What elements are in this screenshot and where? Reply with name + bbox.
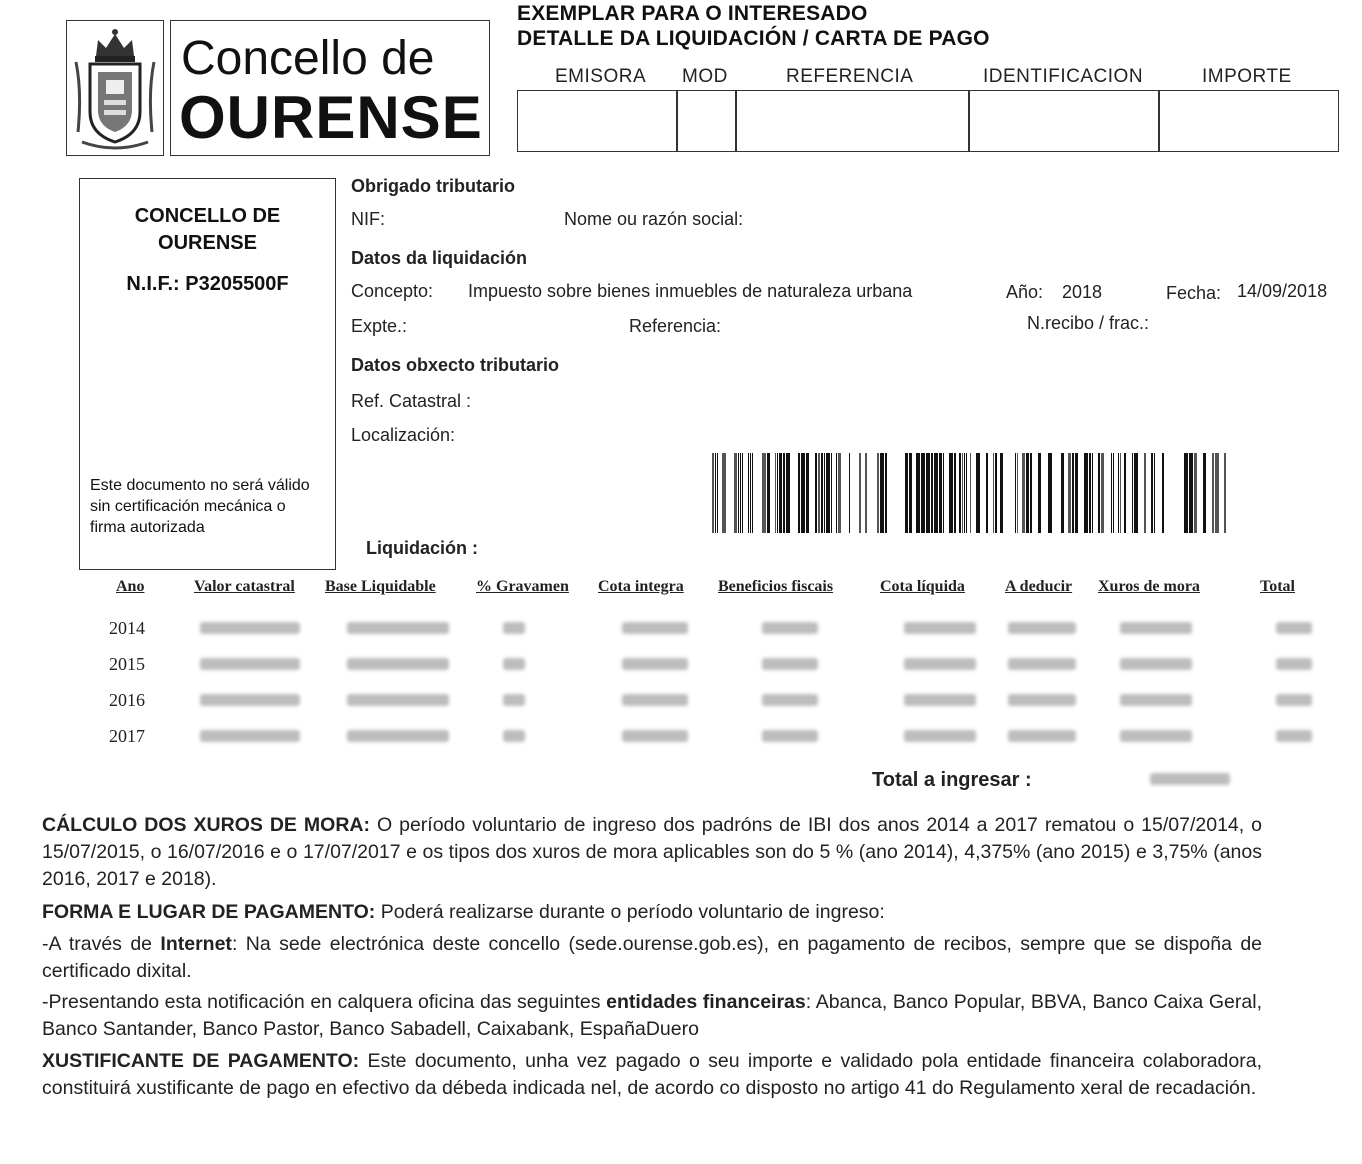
validity-note: Este documento no será válido sin certificación mecánica o firma autorizada	[90, 477, 310, 536]
barcode-bar	[1015, 453, 1016, 533]
redacted-cell	[1120, 730, 1192, 742]
barcode-bar	[1072, 453, 1074, 533]
barcode-bar	[1132, 453, 1133, 533]
fecha-label: Fecha:	[1166, 283, 1222, 303]
bank-pre: -Presentando esta notificación en calquera oficina das seguintes	[42, 991, 607, 1013]
barcode-bar	[885, 453, 887, 533]
col-referencia: REFERENCIA	[786, 66, 914, 87]
barcode-bar	[1194, 453, 1197, 533]
redacted-cell	[1008, 622, 1076, 634]
barcode-bar	[748, 453, 749, 533]
total-label: Total a ingresar :	[872, 769, 1032, 791]
barcode-bar	[767, 453, 770, 533]
th-cota-integra: Cota integra	[598, 578, 684, 595]
barcode-bar	[962, 453, 963, 533]
row-year-2014: 2014	[109, 618, 145, 638]
ano-value: 2018	[1062, 282, 1103, 302]
internet-paragraph	[42, 931, 1262, 985]
barcode-bar	[722, 453, 726, 533]
bank-bold: entidades financeiras	[606, 991, 806, 1013]
barcode-bar	[964, 453, 965, 533]
barcode-bar	[1162, 453, 1164, 533]
th-beneficios: Beneficios fiscais	[718, 578, 834, 595]
barcode-bar	[970, 453, 971, 533]
barcode-bar	[943, 453, 944, 533]
redacted-cell	[904, 622, 976, 634]
barcode-bar	[939, 453, 942, 533]
barcode-bar	[717, 453, 718, 533]
barcode	[712, 453, 1232, 533]
barcode-bar	[993, 453, 994, 533]
redacted-cell	[622, 694, 688, 706]
barcode-bar	[849, 453, 850, 533]
barcode-bar	[1113, 453, 1114, 533]
row-year-2015: 2015	[109, 654, 145, 674]
internet-body: : Na sede electrónica deste concello (sede.ourense.gob.es), en pagamento de recibos, sempre que se dispoña de certificado dixital.	[42, 933, 1263, 982]
redacted-cell	[762, 694, 818, 706]
xust-title: XUSTIFICANTE DE PAGAMENTO:	[42, 1050, 360, 1072]
issuer-nif: N.I.F.: P3205500F	[126, 273, 289, 295]
barcode-bar	[1061, 453, 1064, 533]
redacted-cell	[904, 694, 976, 706]
issuer-name-line2: OURENSE	[158, 232, 257, 254]
redacted-cell	[347, 658, 449, 670]
redacted-cell	[1276, 694, 1312, 706]
barcode-bar	[1184, 453, 1188, 533]
barcode-bar	[815, 453, 817, 533]
barcode-bar	[783, 453, 785, 533]
barcode-bar	[931, 453, 933, 533]
barcode-bar	[1022, 453, 1025, 533]
barcode-bar	[986, 453, 988, 533]
calc-paragraph	[42, 812, 1262, 893]
barcode-bar	[806, 453, 809, 533]
referencia-label: Referencia:	[629, 316, 722, 336]
coat-of-arms-icon	[68, 22, 162, 154]
redacted-cell	[1276, 730, 1312, 742]
barcode-bar	[954, 453, 956, 533]
barcode-bar	[921, 453, 925, 533]
redacted-cell	[200, 622, 300, 634]
barcode-bar	[734, 453, 737, 533]
barcode-bar	[826, 453, 830, 533]
ano-label: Año:	[1006, 282, 1044, 302]
redacted-cell	[904, 730, 976, 742]
logo-text-box	[170, 20, 490, 156]
barcode-bar	[916, 453, 920, 533]
barcode-bar	[1000, 453, 1003, 533]
col-identificacion: IDENTIFICACION	[983, 66, 1144, 87]
redacted-cell	[1008, 658, 1076, 670]
barcode-bar	[880, 453, 884, 533]
col-mod: MOD	[682, 66, 728, 87]
concepto-label: Concepto:	[351, 281, 434, 301]
th-ano: Ano	[116, 578, 145, 595]
redacted-cell	[503, 622, 525, 634]
name-label: Nome ou razón social:	[564, 209, 744, 229]
barcode-bar	[740, 453, 741, 533]
redacted-cell	[762, 658, 818, 670]
redacted-cell	[347, 694, 449, 706]
redacted-cell	[1120, 622, 1192, 634]
row-year-2017: 2017	[109, 726, 145, 746]
barcode-bar	[836, 453, 837, 533]
barcode-bar	[966, 453, 967, 533]
copy-label: EXEMPLAR PARA O INTERESADO	[517, 2, 868, 25]
payment-code-grid	[517, 90, 1339, 152]
barcode-bar	[1101, 453, 1104, 533]
expte-label: Expte.:	[351, 316, 408, 336]
barcode-bar	[831, 453, 832, 533]
th-valor-catastral: Valor catastral	[194, 578, 295, 595]
barcode-bar	[934, 453, 938, 533]
barcode-bar	[1048, 453, 1052, 533]
th-base-liquidable: Base Liquidable	[325, 578, 436, 595]
redacted-total	[1150, 773, 1230, 785]
barcode-bar	[1092, 453, 1093, 533]
barcode-bar	[1212, 453, 1214, 533]
bank-paragraph	[42, 989, 1262, 1043]
th-cota-liquida: Cota líquida	[880, 578, 965, 595]
barcode-bar	[1111, 453, 1112, 533]
redacted-cell	[1008, 694, 1076, 706]
barcode-bar	[1134, 453, 1138, 533]
redacted-cell	[622, 730, 688, 742]
nif-label: NIF:	[351, 209, 385, 229]
coat-of-arms-box	[66, 20, 164, 156]
th-a-deducir: A deducir	[1005, 578, 1073, 595]
barcode-bar	[1026, 453, 1029, 533]
issuer-box	[79, 178, 336, 570]
redacted-cell	[1008, 730, 1076, 742]
redacted-cell	[1276, 622, 1312, 634]
barcode-bar	[786, 453, 790, 533]
barcode-bar	[1203, 453, 1206, 533]
ref-catastral-label: Ref. Catastral :	[351, 391, 472, 411]
col-importe: IMPORTE	[1202, 66, 1292, 87]
barcode-bar	[712, 453, 714, 533]
barcode-bar	[1215, 453, 1219, 533]
barcode-bar	[798, 453, 800, 533]
redacted-cell	[762, 622, 818, 634]
logo-line1: Concello de	[181, 32, 435, 85]
forma-body: Poderá realizarse durante o período voluntario de ingreso:	[375, 901, 885, 923]
th-xuros: Xuros de mora	[1098, 578, 1200, 595]
barcode-bar	[949, 453, 953, 533]
barcode-bar	[926, 453, 930, 533]
barcode-bar	[1124, 453, 1126, 533]
logo-line2: OURENSE	[179, 84, 483, 151]
obligado-title: Obrigado tributario	[351, 176, 515, 196]
barcode-bar	[1075, 453, 1078, 533]
barcode-bar	[818, 453, 820, 533]
barcode-bar	[1224, 453, 1226, 533]
redacted-cell	[347, 730, 449, 742]
calc-title: CÁLCULO DOS XUROS DE MORA:	[42, 814, 370, 836]
internet-bold: Internet	[160, 933, 232, 955]
barcode-bar	[1084, 453, 1088, 533]
barcode-bar	[801, 453, 805, 533]
redacted-cell	[1276, 658, 1312, 670]
redacted-cell	[200, 730, 300, 742]
fecha-value: 14/09/2018	[1237, 281, 1328, 301]
redacted-cell	[503, 694, 525, 706]
redacted-cell	[762, 730, 818, 742]
barcode-bar	[1144, 453, 1146, 533]
barcode-bar	[905, 453, 908, 533]
barcode-bar	[976, 453, 980, 533]
calc-body: O período voluntario de ingreso dos padróns de IBI dos anos 2014 a 2017 rematou o 15/07/2014, o 15/07/2015, o 16/07/2016 e o 17/07/2017 e os tipos dos xuros de mora aplicables son do 5 % (ano 2014), 4,375% (ano 2015) e 3,75% (anos 2016, 2017 e 2018).	[42, 814, 1263, 890]
forma-paragraph	[42, 899, 1262, 926]
barcode-bar	[859, 453, 861, 533]
redacted-cell	[503, 730, 525, 742]
issuer-name-line1: CONCELLO DE	[134, 205, 281, 227]
redacted-cell	[622, 658, 688, 670]
xust-body: Este documento, unha vez pagado o seu importe e validado pola entidade financeira colaboradora, constituirá xustificante de pago en efectivo da débeda indicada nel, de acordo co disposto no artigo 41 do Regulamento xeral de recadación.	[42, 1050, 1262, 1099]
barcode-bar	[1154, 453, 1155, 533]
barcode-bar	[742, 453, 743, 533]
redacted-cell	[622, 622, 688, 634]
barcode-bar	[1017, 453, 1018, 533]
barcode-bar	[1120, 453, 1121, 533]
forma-title: FORMA E LUGAR DE PAGAMENTO:	[42, 901, 376, 923]
redacted-cell	[200, 658, 300, 670]
barcode-bar	[738, 453, 739, 533]
col-emisora: EMISORA	[555, 66, 647, 87]
barcode-bar	[775, 453, 776, 533]
redacted-cell	[200, 694, 300, 706]
barcode-bar	[762, 453, 766, 533]
recibo-label: N.recibo / frac.:	[1027, 313, 1150, 333]
barcode-bar	[750, 453, 751, 533]
xust-paragraph	[42, 1048, 1262, 1102]
barcode-bar	[877, 453, 879, 533]
barcode-bar	[1118, 453, 1119, 533]
barcode-bar	[909, 453, 912, 533]
liquidacion-title: Liquidación :	[366, 538, 478, 558]
doc-title: DETALLE DA LIQUIDACIÓN / CARTA DE PAGO	[517, 27, 990, 50]
barcode-bar	[1189, 453, 1193, 533]
redacted-cell	[503, 658, 525, 670]
redacted-cell	[1120, 658, 1192, 670]
barcode-bar	[1098, 453, 1100, 533]
barcode-bar	[1068, 453, 1071, 533]
barcode-bar	[1151, 453, 1153, 533]
barcode-bar	[865, 453, 867, 533]
barcode-bar	[779, 453, 782, 533]
localizacion-label: Localización:	[351, 425, 456, 445]
redacted-cell	[347, 622, 449, 634]
obxecto-title: Datos obxecto tributario	[351, 355, 560, 375]
barcode-bar	[1038, 453, 1041, 533]
barcode-bar	[821, 453, 823, 533]
barcode-bar	[995, 453, 997, 533]
th-total: Total	[1260, 578, 1295, 595]
internet-pre: -A través de	[42, 933, 161, 955]
barcode-bar	[777, 453, 778, 533]
barcode-bar	[1089, 453, 1091, 533]
barcode-bar	[838, 453, 841, 533]
barcode-bar	[959, 453, 961, 533]
barcode-bar	[715, 453, 716, 533]
redacted-cell	[904, 658, 976, 670]
barcode-bar	[824, 453, 825, 533]
concepto-value: Impuesto sobre bienes inmuebles de naturaleza urbana	[468, 281, 913, 301]
redacted-cell	[1120, 694, 1192, 706]
barcode-bar	[752, 453, 753, 533]
th-gravamen: % Gravamen	[476, 578, 569, 595]
liquidacion-data-title: Datos da liquidación	[351, 248, 528, 268]
row-year-2016: 2016	[109, 690, 145, 710]
bank-body: : Abanca, Banco Popular, BBVA, Banco Caixa Geral, Banco Santander, Banco Pastor, Banco Sabadell, Caixabank, EspañaDuero	[42, 991, 1262, 1040]
barcode-bar	[1030, 453, 1032, 533]
